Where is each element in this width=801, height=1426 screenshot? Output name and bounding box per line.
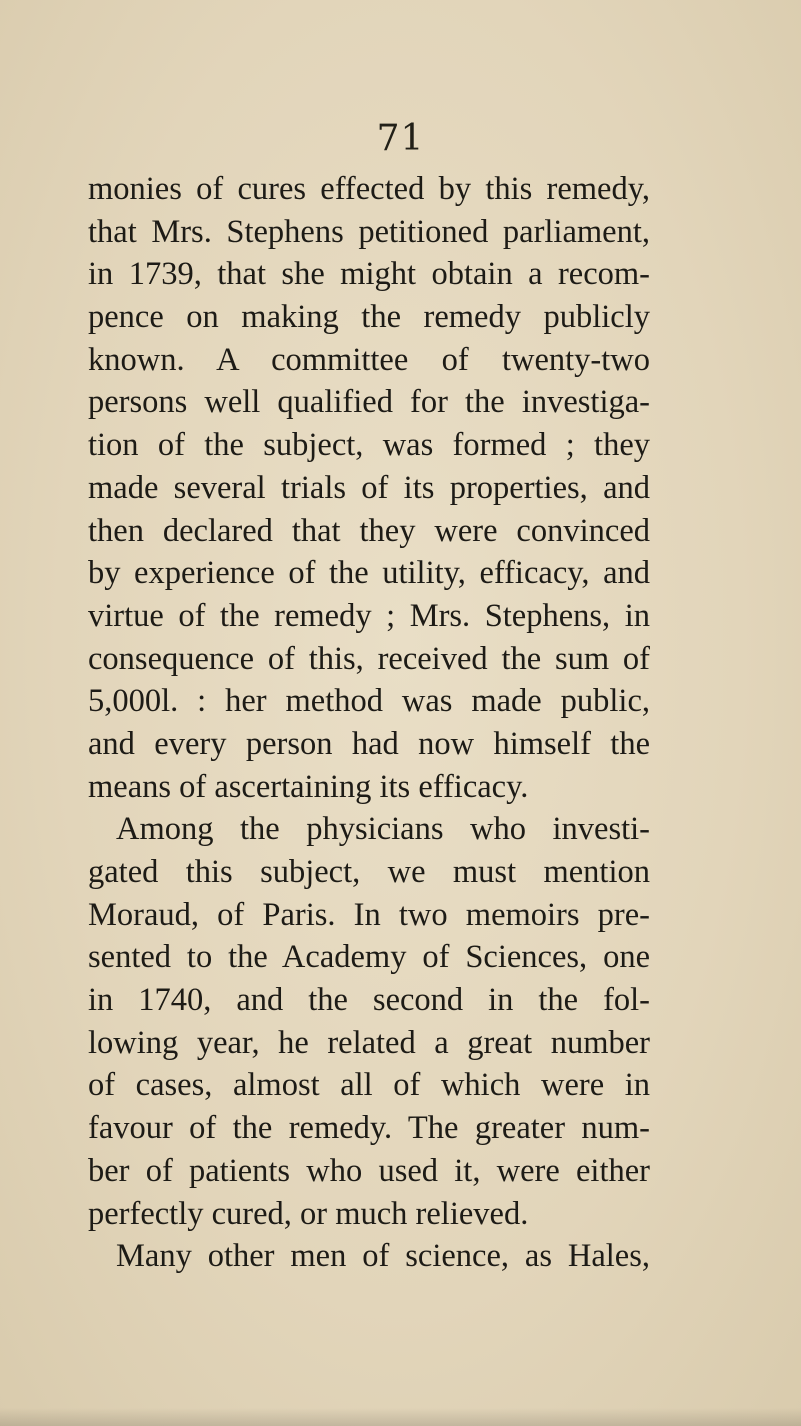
- text-line: monies of cures effected by this remedy,: [88, 171, 650, 207]
- text-line: tion of the subject, was formed ; they: [88, 427, 650, 464]
- page-edge-shadow: [0, 1408, 801, 1426]
- text-line: ber of patients who used it, were either: [88, 1152, 650, 1189]
- text-line: of cases, almost all of which were in: [88, 1067, 650, 1104]
- text-line: means of ascertaining its efficacy.: [88, 768, 529, 805]
- text-line: in 1739, that she might obtain a recom-: [88, 256, 650, 293]
- text-line: consequence of this, received the sum of: [88, 640, 650, 677]
- text-line: Among the physicians who investi-: [116, 811, 650, 848]
- text-line: sented to the Academy of Sciences, one: [88, 939, 650, 976]
- text-line: that Mrs. Stephens petitioned parliament,: [88, 213, 650, 250]
- text-line: and every person had now himself the: [88, 725, 650, 762]
- page-number: 71: [376, 118, 425, 159]
- text-line: pence on making the remedy publicly: [88, 299, 650, 336]
- text-line: perfectly cured, or much relieved.: [88, 1195, 529, 1232]
- body-text: [88, 168, 650, 1278]
- text-line: lowing year, he related a great number: [88, 1024, 650, 1061]
- text-line: then declared that they were convinced: [88, 512, 650, 549]
- text-line: favour of the remedy. The greater num-: [88, 1110, 650, 1147]
- text-line: Many other men of science, as Hales,: [116, 1238, 650, 1275]
- text-line: known. A committee of twenty-two: [88, 341, 650, 378]
- text-line: gated this subject, we must mention: [88, 854, 650, 890]
- text-line: in 1740, and the second in the fol-: [88, 982, 650, 1019]
- text-line: made several trials of its properties, and: [88, 469, 650, 506]
- text-line: virtue of the remedy ; Mrs. Stephens, in: [88, 597, 650, 634]
- text-line: 5,000l. : her method was made public,: [88, 683, 650, 720]
- text-line: persons well qualified for the investiga-: [88, 384, 650, 421]
- text-line: Moraud, of Paris. In two memoirs pre-: [88, 896, 650, 933]
- text-line: by experience of the utility, efficacy, and: [88, 555, 650, 592]
